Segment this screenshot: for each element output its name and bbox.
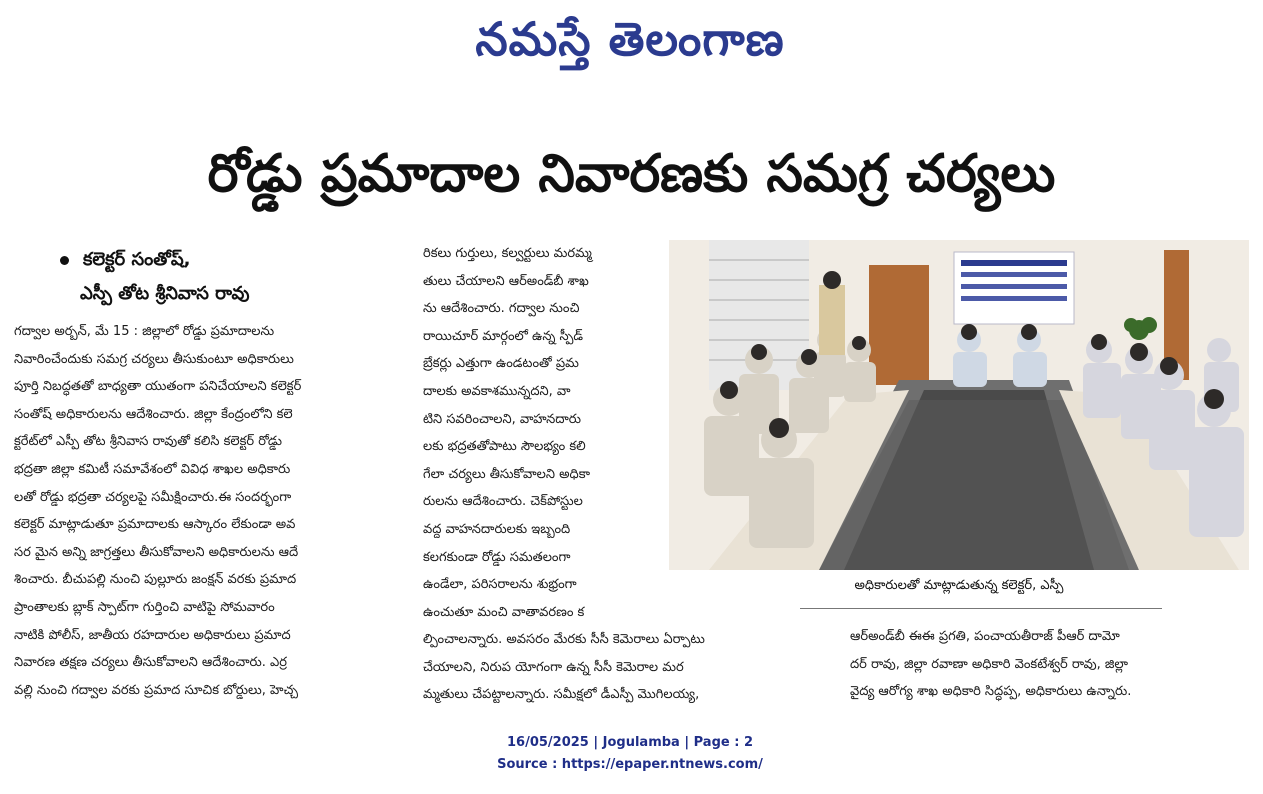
- column1-line: క్టరేట్‌లో ఎస్పీ తోట శ్రీనివాస రావుతో కలిసి కలెక్టర్ రోడ్డు: [14, 434, 282, 450]
- bullet-icon: [60, 256, 69, 265]
- article-column-3: [850, 623, 1250, 706]
- column2-line: ల్పించాలన్నారు. అవసరం మేరకు సీసీ కెమెరాలు ఏర్పాటు: [423, 632, 705, 647]
- column2-line: బ్రేకర్లు ఎత్తుగా ఉండటంతో ప్రమ: [423, 356, 579, 372]
- photo-caption: అధికారులతో మాట్లాడుతున్న కలెక్టర్, ఎస్పీ: [854, 578, 1064, 593]
- column1-line: సర మైన అన్ని జాగ్రత్తలు తీసుకోవాలని అధికారులను ఆదే: [14, 544, 299, 560]
- caption-divider: [800, 608, 1162, 609]
- column1-line: నివారణ తక్షణ చర్యలు తీసుకోవాలని ఆదేశించారు. ఎర్ర: [14, 655, 287, 671]
- column2-line: రాయిచూర్ మార్గంలో ఉన్న స్పీడ్: [423, 328, 583, 344]
- column1-line: కలెక్టర్ మాట్లాడుతూ ప్రమాదాలకు ఆస్కారం లేకుండా అవ: [14, 517, 296, 533]
- column2-line: ఉంచుతూ మంచి వాతావరణం క: [423, 604, 585, 620]
- article-headline: రోడ్డు ప్రమాదాల నివారణకు సమగ్ర చర్యలు: [207, 144, 1056, 204]
- column2-line: రులను ఆదేశించారు. చెక్‌పోస్టుల: [423, 494, 583, 510]
- column1-line: నాటికి పోలీస్, జాతీయ రహదారుల అధికారులు ప్రమాద: [14, 627, 291, 643]
- column2-line: ను ఆదేశించారు. గద్వాల నుంచి: [423, 301, 580, 317]
- column2-line: టిని సవరించాలని, వాహనదారు: [423, 411, 582, 427]
- footer-source-link[interactable]: Source : https://epaper.ntnews.com/: [497, 757, 763, 772]
- column1-line: వల్లి నుంచి గద్వాల వరకు ప్రమాద సూచిక బోర్డులు, హెచ్చ: [14, 682, 299, 698]
- column3-line: దర్ రావు, జిల్లా రవాణా అధికారి వెంకటేశ్వర్ రావు, జిల్లా: [850, 656, 1129, 672]
- column2-line: మ్మతులు చేపట్టాలన్నారు. సమీక్షలో డీఎస్పీ మొగిలయ్య,: [423, 687, 700, 703]
- newspaper-masthead: నమస్తే తెలంగాణ: [475, 12, 785, 66]
- column1-line: భద్రతా జిల్లా కమిటీ సమావేశంలో వివిధ శాఖల అధికారు: [14, 461, 291, 477]
- subhead-text-1: కలెక్టర్ సంతోష్,: [83, 249, 191, 270]
- column2-line: చేయాలని, నిరుప యోగంగా ఉన్న సీసీ కెమెరాల మర: [423, 659, 684, 675]
- article-column-1: [14, 318, 410, 704]
- column2-line: లకు భద్రతతోపాటు సౌలభ్యం కలి: [423, 439, 586, 455]
- column1-line: నివారించేందుకు సమగ్ర చర్యలు తీసుకుంటూ అధికారులు: [14, 351, 294, 367]
- column2-line: తులు చేయాలని ఆర్‌అండ్‌బీ శాఖ: [423, 273, 589, 289]
- column2-line: రికలు గుర్తులు, కల్వర్టులు మరమ్మ: [423, 246, 592, 261]
- column3-line: వైద్య ఆరోగ్య శాఖ అధికారి సిద్ధప్ప, అధికారులు ఉన్నారు.: [850, 684, 1132, 700]
- column1-line: సంతోష్ అధికారులను ఆదేశించారు. జిల్లా కేంద్రంలోని కలె: [14, 406, 293, 422]
- meeting-photo: [669, 240, 1249, 570]
- article-column-2: [423, 240, 667, 626]
- footer-edition-info: 16/05/2025 | Jogulamba | Page : 2: [506, 735, 753, 750]
- article-column-2-wide: [423, 626, 833, 709]
- column2-line: ఉండేలా, పరిసరాలను శుభ్రంగా: [423, 577, 577, 593]
- column3-line: ఆర్‌అండ్‌బీ ఈఈ ప్రగతి, పంచాయతీరాజ్ పీఆర్ దామో: [850, 629, 1120, 644]
- column2-line: దాలకు అవకాశమున్నదని, వా: [423, 383, 571, 399]
- column2-line: కలగకుండా రోడ్డు సమతలంగా: [423, 549, 571, 565]
- column1-line: పూర్తి నిబద్ధతతో బాధ్యతా యుతంగా పనిచేయాలని కలెక్టర్: [14, 379, 302, 395]
- column2-line: వద్ద వాహనదారులకు ఇబ్బంది: [423, 521, 571, 537]
- column2-line: గేలా చర్యలు తీసుకోవాలని అధికా: [423, 466, 590, 482]
- column1-line: ప్రాంతాలకు బ్లాక్ స్పాట్‌గా గుర్తించి వాటిపై సోమవారం: [14, 599, 275, 615]
- article-subheads: [60, 243, 360, 311]
- column1-line: లతో రోడ్డు భద్రతా చర్యలపై సమీక్షించారు.ఈ సందర్భంగా: [14, 489, 292, 505]
- subhead-line-1: [60, 243, 360, 277]
- column1-line: శించారు. బీచుపల్లి నుంచి పుల్లూరు జంక్షన్ వరకు ప్రమాద: [14, 572, 297, 588]
- column1-line: గద్వాల అర్బన్, మే 15 : జిల్లాలో రోడ్డు ప్రమాదాలను: [14, 324, 275, 339]
- subhead-line-2: ఎస్పీ తోట శ్రీనివాస రావు: [80, 283, 250, 304]
